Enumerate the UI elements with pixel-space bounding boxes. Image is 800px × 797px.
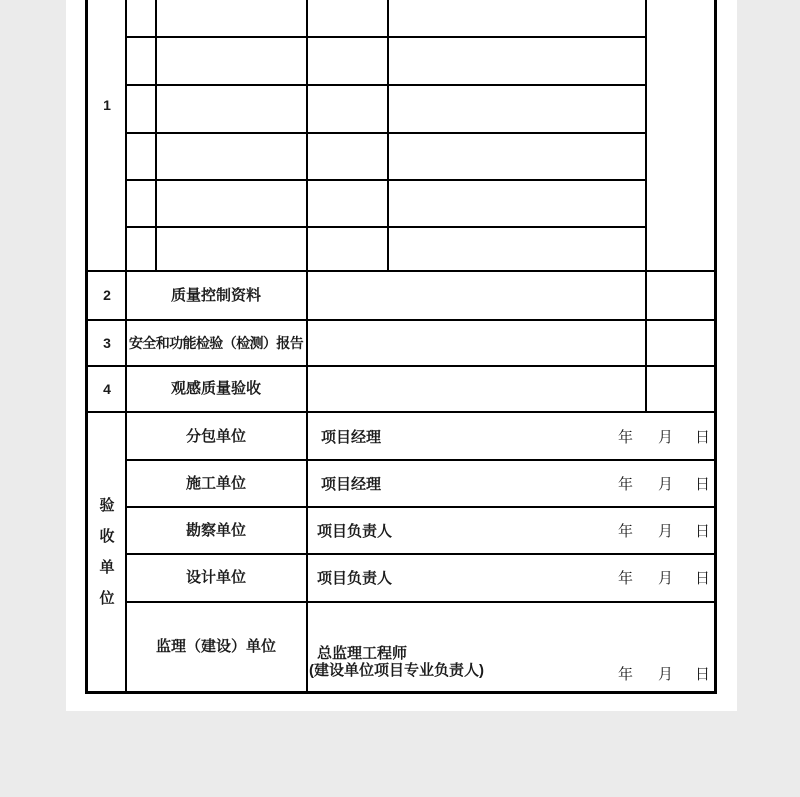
unit-label-supervision: 监理（建设）单位 bbox=[155, 638, 276, 655]
row-number-2: 2 bbox=[103, 287, 111, 303]
year-label: 年 bbox=[617, 429, 633, 446]
row-number-4: 4 bbox=[103, 380, 111, 397]
signature-cell-survey[interactable] bbox=[308, 507, 714, 553]
grid-line bbox=[125, 84, 647, 86]
row4-value-cell[interactable] bbox=[308, 367, 645, 411]
row3-result-cell[interactable] bbox=[647, 321, 714, 365]
signature-cell-constructor[interactable] bbox=[308, 460, 714, 506]
year-label: 年 bbox=[617, 666, 633, 683]
grid-line bbox=[387, 0, 389, 271]
grid-line bbox=[125, 179, 647, 181]
vertical-title-char: 收 bbox=[99, 528, 115, 545]
day-label: 日 bbox=[694, 476, 710, 493]
month-label: 月 bbox=[657, 666, 673, 683]
acceptance-form-table bbox=[85, 0, 717, 694]
row-label-appearance-quality: 观感质量验收 bbox=[170, 380, 261, 397]
month-label: 月 bbox=[657, 523, 673, 540]
section1-result-cell[interactable] bbox=[647, 0, 714, 270]
date-labels bbox=[618, 554, 710, 600]
row4-result-cell[interactable] bbox=[647, 367, 714, 411]
vertical-title-char: 单 bbox=[99, 559, 115, 576]
year-label: 年 bbox=[617, 476, 633, 493]
unit-label-constructor: 施工单位 bbox=[185, 474, 246, 492]
grid-line bbox=[125, 36, 647, 38]
row2-result-cell[interactable] bbox=[647, 272, 714, 319]
unit-label-design: 设计单位 bbox=[185, 568, 246, 586]
signer-title-block bbox=[309, 645, 484, 679]
date-labels bbox=[618, 659, 710, 687]
day-label: 日 bbox=[694, 429, 710, 446]
date-labels bbox=[618, 507, 710, 553]
vertical-title-char: 位 bbox=[99, 590, 115, 607]
signature-cell-subcontractor[interactable] bbox=[308, 413, 714, 459]
year-label: 年 bbox=[617, 523, 633, 540]
grid-line bbox=[155, 0, 157, 271]
year-label: 年 bbox=[617, 570, 633, 587]
unit-label-survey: 勘察单位 bbox=[185, 521, 246, 539]
row-label-quality-control: 质量控制资料 bbox=[170, 286, 261, 304]
acceptance-unit-vertical-title bbox=[88, 413, 126, 691]
signature-cell-design[interactable] bbox=[308, 554, 714, 600]
document-sheet bbox=[66, 0, 737, 711]
day-label: 日 bbox=[694, 666, 710, 683]
day-label: 日 bbox=[694, 570, 710, 587]
signer-title: 项目负责人 bbox=[317, 569, 393, 587]
month-label: 月 bbox=[657, 429, 673, 446]
signature-cell-supervision[interactable] bbox=[308, 602, 714, 691]
month-label: 月 bbox=[657, 570, 673, 587]
signer-title: 项目经理 bbox=[321, 428, 382, 446]
row3-value-cell[interactable] bbox=[308, 321, 645, 365]
vertical-title-char: 验 bbox=[99, 497, 115, 514]
row-number-1: 1 bbox=[103, 97, 111, 113]
row-label-safety-function: 安全和功能检验（检测）报告 bbox=[128, 334, 304, 351]
row-number-3: 3 bbox=[103, 334, 111, 351]
signer-title: 项目经理 bbox=[321, 475, 382, 493]
signer-title-line1: 总监理工程师 bbox=[317, 645, 408, 662]
row2-value-cell[interactable] bbox=[308, 272, 645, 319]
signer-title-line2: (建设单位项目专业负责人) bbox=[309, 662, 484, 679]
date-labels bbox=[618, 413, 710, 459]
grid-line bbox=[125, 226, 647, 228]
signer-title: 项目负责人 bbox=[317, 522, 393, 540]
date-labels bbox=[618, 460, 710, 506]
month-label: 月 bbox=[657, 476, 673, 493]
unit-label-subcontractor: 分包单位 bbox=[185, 427, 246, 445]
grid-line bbox=[125, 132, 647, 134]
day-label: 日 bbox=[694, 523, 710, 540]
